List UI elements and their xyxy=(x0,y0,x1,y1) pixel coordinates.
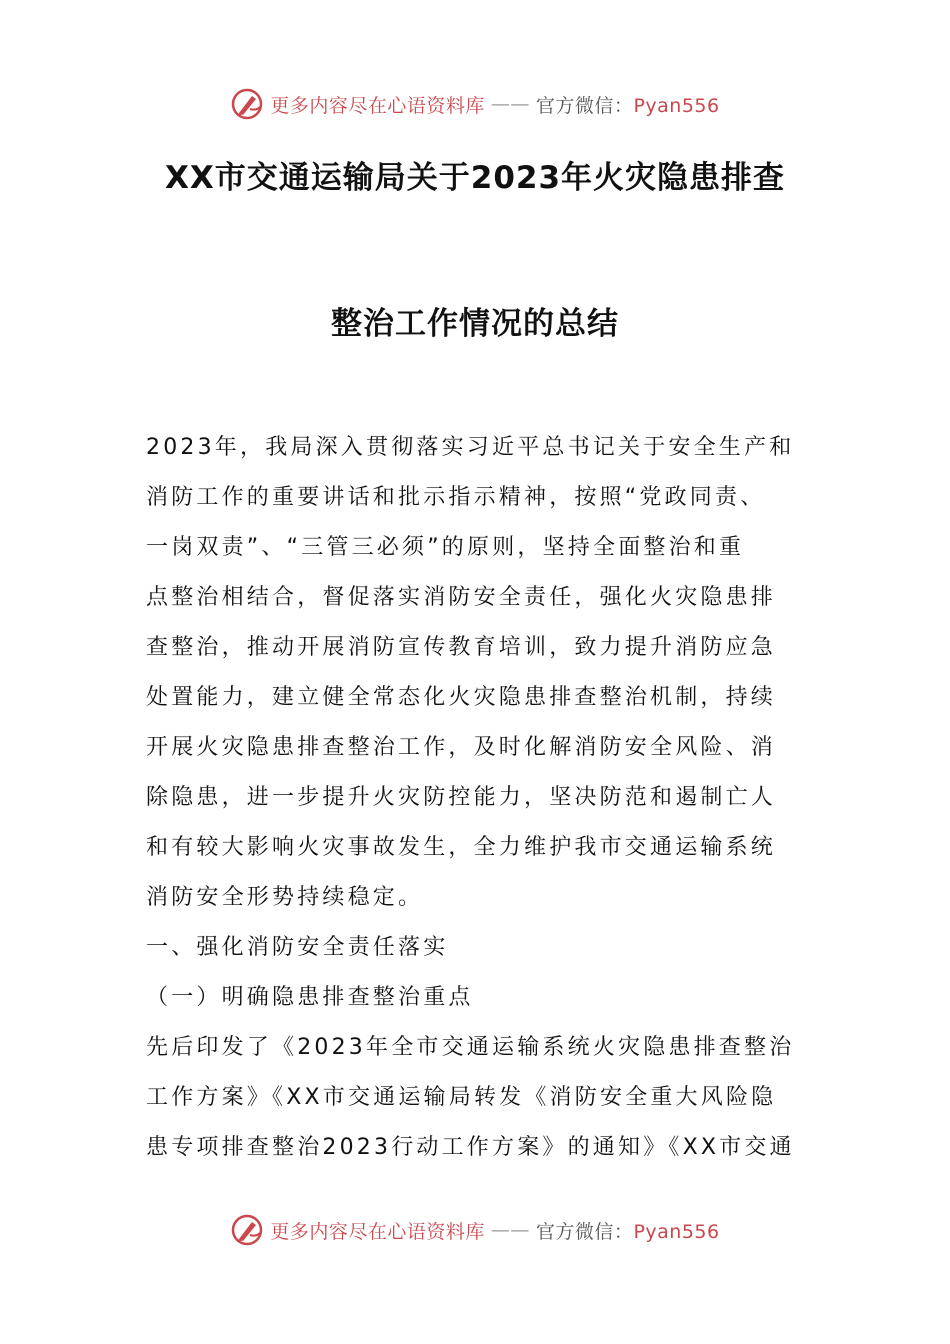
watermark-contact xyxy=(536,91,720,118)
body-line-13: 先后印发了《2023年全市交通运输系统火灾隐患排查整治 xyxy=(146,1035,795,1060)
watermark-contact-id: Pyan556 xyxy=(633,1220,720,1243)
writing-pen-logo-icon xyxy=(230,87,264,121)
body-line-5: 查整治，推动开展消防宣传教育培训，致力提升消防应急 xyxy=(146,635,777,660)
watermark-contact-label: 官方微信： xyxy=(535,94,634,117)
watermark-header xyxy=(0,84,950,124)
subsection-heading-1: （一）明确隐患排查整治重点 xyxy=(146,985,474,1010)
body-line-7: 开展火灾隐患排查整治工作，及时化解消防安全风险、消 xyxy=(146,735,777,760)
body-line-3: 一岗双责”、“三管三必须”的原则，坚持全面整治和重 xyxy=(146,535,745,560)
body-line-4: 点整治相结合，督促落实消防安全责任，强化火灾隐患排 xyxy=(146,585,777,610)
watermark-separator: —— xyxy=(490,1219,530,1241)
document-title-line-2: 整治工作情况的总结 xyxy=(331,306,619,342)
watermark-contact xyxy=(536,1217,720,1244)
body-line-9: 和有较大影响火灾事故发生，全力维护我市交通运输系统 xyxy=(146,835,777,860)
body-line-6: 处置能力，建立健全常态化火灾隐患排查整治机制，持续 xyxy=(146,685,777,710)
body-line-14: 工作方案》《XX市交通运输局转发《消防安全重大风险隐 xyxy=(146,1085,777,1110)
body-line-15: 患专项排查整治2023行动工作方案》的通知》《XX市交通 xyxy=(146,1135,795,1160)
watermark-text: 更多内容尽在心语资料库 xyxy=(270,94,485,117)
watermark-text: 更多内容尽在心语资料库 xyxy=(270,1220,485,1243)
body-line-10: 消防安全形势持续稳定。 xyxy=(146,885,424,910)
writing-pen-logo-icon xyxy=(230,1213,264,1247)
body-line-2: 消防工作的重要讲话和批示指示精神，按照“党政同责、 xyxy=(146,485,766,510)
body-line-1: 2023年，我局深入贯彻落实习近平总书记关于安全生产和 xyxy=(146,435,795,460)
watermark-separator: —— xyxy=(490,93,530,115)
watermark-footer xyxy=(0,1210,950,1250)
watermark-contact-id: Pyan556 xyxy=(633,94,720,117)
body-line-8: 除隐患，进一步提升火灾防控能力，坚决防范和遏制亡人 xyxy=(146,785,777,810)
watermark-contact-label: 官方微信： xyxy=(535,1220,634,1243)
section-heading-1: 一、强化消防安全责任落实 xyxy=(146,935,449,960)
document-title-line-1: XX市交通运输局关于2023年火灾隐患排查 xyxy=(164,160,786,196)
